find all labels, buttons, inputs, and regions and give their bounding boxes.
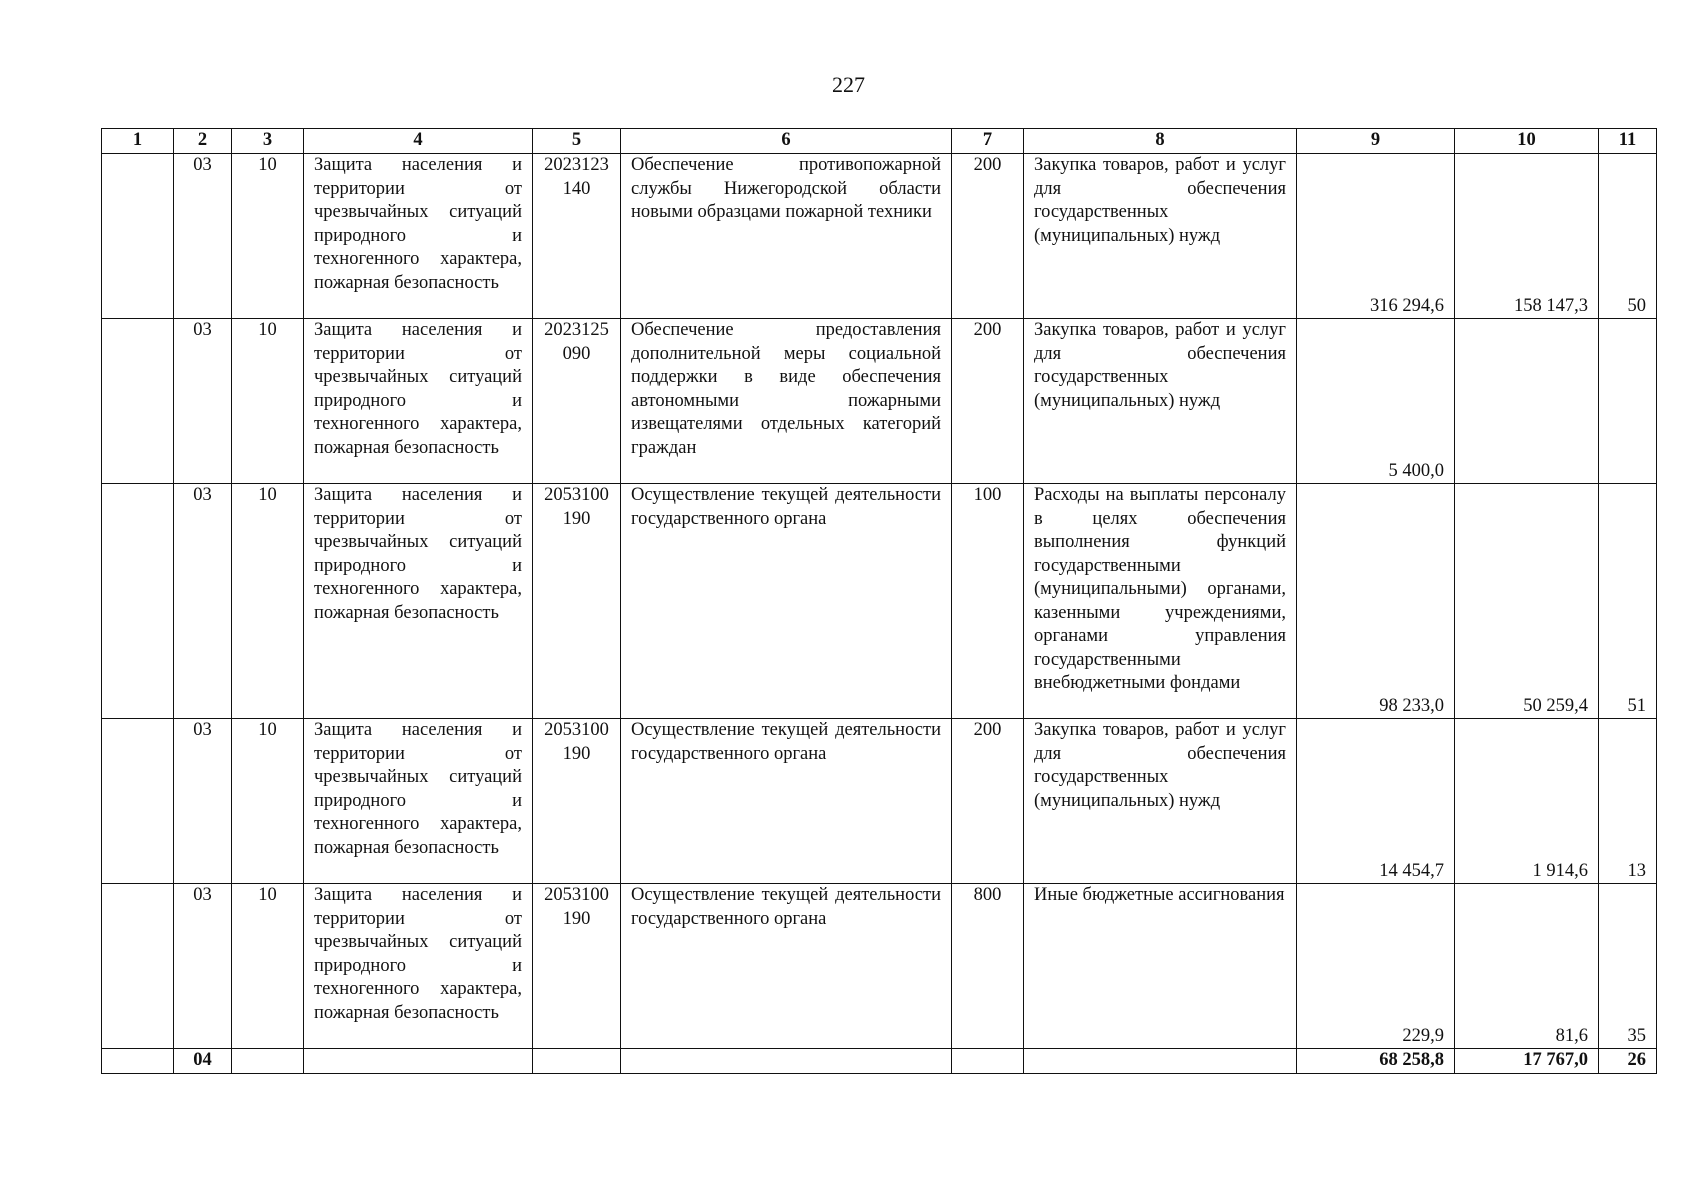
cell-target-name: Осуществление текущей деятельности государственного органа bbox=[621, 719, 952, 884]
cell-col1 bbox=[102, 319, 174, 484]
header-cell-8: 8 bbox=[1024, 129, 1297, 154]
cell-col1 bbox=[102, 719, 174, 884]
cell-target-code: 2023123140 bbox=[533, 154, 621, 319]
total-cell-col1 bbox=[102, 1049, 174, 1074]
budget-table bbox=[101, 128, 1657, 1074]
table-row bbox=[102, 484, 1657, 719]
cell-execution-percent: 51 bbox=[1599, 484, 1657, 719]
cell-col1 bbox=[102, 484, 174, 719]
cell-executed-amount: 158 147,3 bbox=[1455, 154, 1599, 319]
cell-expense-type: 100 bbox=[952, 484, 1024, 719]
cell-section: 03 bbox=[174, 484, 232, 719]
total-execution-percent: 26 bbox=[1599, 1049, 1657, 1074]
cell-expense-type-name: Закупка товаров, работ и услуг для обеспечения государственных (муниципальных) нужд bbox=[1024, 154, 1297, 319]
total-row bbox=[102, 1049, 1657, 1074]
cell-target-name: Обеспечение предоставления дополнительной меры социальной поддержки в виде обеспечения автономными пожарными извещателями отдельных категорий граждан bbox=[621, 319, 952, 484]
cell-executed-amount: 50 259,4 bbox=[1455, 484, 1599, 719]
cell-planned-amount: 229,9 bbox=[1297, 884, 1455, 1049]
table-row bbox=[102, 154, 1657, 319]
cell-target-code: 2053100190 bbox=[533, 719, 621, 884]
cell-subsection-name: Защита населения и территории от чрезвычайных ситуаций природного и техногенного характера, пожарная безопасность bbox=[304, 884, 533, 1049]
cell-expense-type-name: Закупка товаров, работ и услуг для обеспечения государственных (муниципальных) нужд bbox=[1024, 719, 1297, 884]
header-cell-3: 3 bbox=[232, 129, 304, 154]
table-row bbox=[102, 719, 1657, 884]
header-cell-4: 4 bbox=[304, 129, 533, 154]
cell-subsection: 10 bbox=[232, 484, 304, 719]
cell-target-name: Обеспечение противопожарной службы Нижегородской области новыми образцами пожарной техники bbox=[621, 154, 952, 319]
cell-subsection-name: Защита населения и территории от чрезвычайных ситуаций природного и техногенного характера, пожарная безопасность bbox=[304, 719, 533, 884]
cell-target-code: 2023125090 bbox=[533, 319, 621, 484]
total-cell-section: 04 bbox=[174, 1049, 232, 1074]
header-row bbox=[102, 129, 1657, 154]
cell-executed-amount: 1 914,6 bbox=[1455, 719, 1599, 884]
cell-expense-type-name: Закупка товаров, работ и услуг для обеспечения государственных (муниципальных) нужд bbox=[1024, 319, 1297, 484]
cell-subsection-name: Защита населения и территории от чрезвычайных ситуаций природного и техногенного характера, пожарная безопасность bbox=[304, 154, 533, 319]
cell-col1 bbox=[102, 154, 174, 319]
cell-expense-type: 200 bbox=[952, 319, 1024, 484]
cell-section: 03 bbox=[174, 884, 232, 1049]
header-cell-1: 1 bbox=[102, 129, 174, 154]
cell-target-name: Осуществление текущей деятельности государственного органа bbox=[621, 884, 952, 1049]
cell-section: 03 bbox=[174, 719, 232, 884]
cell-execution-percent: 50 bbox=[1599, 154, 1657, 319]
cell-execution-percent bbox=[1599, 319, 1657, 484]
cell-expense-type-name: Расходы на выплаты персоналу в целях обеспечения выполнения функций государственными (муниципальными) органами, казенными учреждениями, органами управления государственными внебюджетными фондами bbox=[1024, 484, 1297, 719]
header-cell-10: 10 bbox=[1455, 129, 1599, 154]
header-cell-5: 5 bbox=[533, 129, 621, 154]
total-cell-col4 bbox=[304, 1049, 533, 1074]
header-cell-11: 11 bbox=[1599, 129, 1657, 154]
cell-section: 03 bbox=[174, 154, 232, 319]
table-row bbox=[102, 319, 1657, 484]
total-planned-amount: 68 258,8 bbox=[1297, 1049, 1455, 1074]
total-cell-col7 bbox=[952, 1049, 1024, 1074]
cell-subsection: 10 bbox=[232, 154, 304, 319]
cell-planned-amount: 98 233,0 bbox=[1297, 484, 1455, 719]
total-executed-amount: 17 767,0 bbox=[1455, 1049, 1599, 1074]
cell-executed-amount bbox=[1455, 319, 1599, 484]
cell-section: 03 bbox=[174, 319, 232, 484]
cell-expense-type: 200 bbox=[952, 719, 1024, 884]
cell-target-code: 2053100190 bbox=[533, 884, 621, 1049]
cell-expense-type-name: Иные бюджетные ассигнования bbox=[1024, 884, 1297, 1049]
total-cell-col6 bbox=[621, 1049, 952, 1074]
total-cell-col8 bbox=[1024, 1049, 1297, 1074]
cell-subsection: 10 bbox=[232, 319, 304, 484]
cell-expense-type: 200 bbox=[952, 154, 1024, 319]
header-cell-9: 9 bbox=[1297, 129, 1455, 154]
cell-expense-type: 800 bbox=[952, 884, 1024, 1049]
page-number: 227 bbox=[832, 72, 865, 97]
header-cell-7: 7 bbox=[952, 129, 1024, 154]
cell-execution-percent: 13 bbox=[1599, 719, 1657, 884]
cell-execution-percent: 35 bbox=[1599, 884, 1657, 1049]
cell-planned-amount: 14 454,7 bbox=[1297, 719, 1455, 884]
header-cell-2: 2 bbox=[174, 129, 232, 154]
total-cell-subsection bbox=[232, 1049, 304, 1074]
cell-subsection: 10 bbox=[232, 884, 304, 1049]
cell-planned-amount: 316 294,6 bbox=[1297, 154, 1455, 319]
total-cell-col5 bbox=[533, 1049, 621, 1074]
cell-col1 bbox=[102, 884, 174, 1049]
header-cell-6: 6 bbox=[621, 129, 952, 154]
cell-executed-amount: 81,6 bbox=[1455, 884, 1599, 1049]
cell-subsection-name: Защита населения и территории от чрезвычайных ситуаций природного и техногенного характера, пожарная безопасность bbox=[304, 319, 533, 484]
cell-target-name: Осуществление текущей деятельности государственного органа bbox=[621, 484, 952, 719]
cell-subsection-name: Защита населения и территории от чрезвычайных ситуаций природного и техногенного характера, пожарная безопасность bbox=[304, 484, 533, 719]
cell-planned-amount: 5 400,0 bbox=[1297, 319, 1455, 484]
table-row bbox=[102, 884, 1657, 1049]
cell-subsection: 10 bbox=[232, 719, 304, 884]
cell-target-code: 2053100190 bbox=[533, 484, 621, 719]
